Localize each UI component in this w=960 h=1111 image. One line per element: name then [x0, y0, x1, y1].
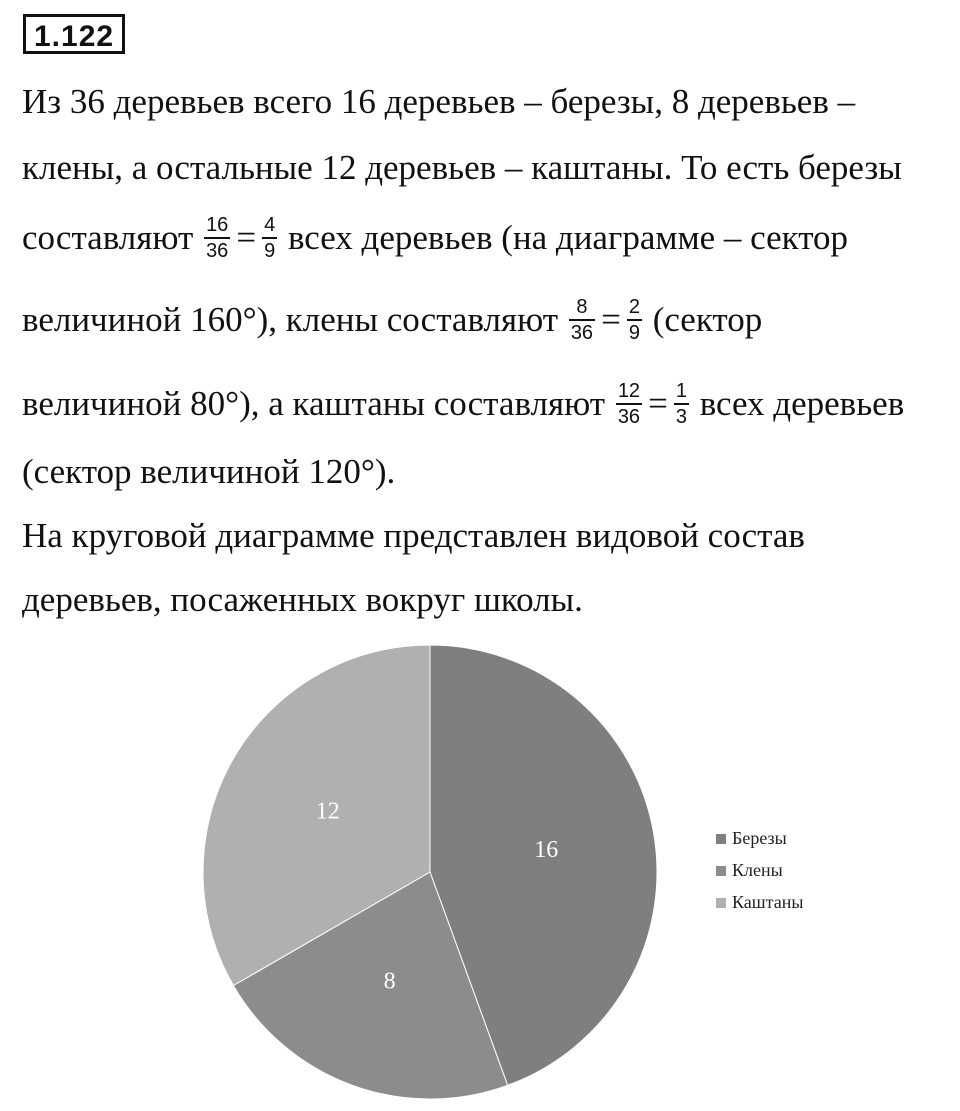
fraction-denominator: 36 [617, 406, 641, 428]
fraction-numerator: 4 [262, 213, 277, 239]
fraction-maple [569, 295, 595, 345]
text-line-5-end: всех деревьев [699, 384, 905, 424]
fraction-birch-simplified [262, 213, 277, 263]
text-line-7: На круговой диаграмме представлен видовой состав [22, 516, 805, 555]
text-line-5 [22, 382, 904, 432]
fraction-denominator: 36 [206, 240, 229, 262]
text-line-4 [22, 298, 762, 348]
pie-chart [0, 630, 960, 1111]
fraction-denominator: 3 [675, 406, 687, 428]
fraction-chestnut [616, 379, 642, 429]
fraction-numerator: 16 [204, 213, 230, 239]
slice-label-chestnut: 12 [315, 798, 340, 825]
equals-sign: = [236, 218, 257, 258]
slice-label-maple: 8 [383, 968, 396, 995]
fraction-birch [204, 213, 230, 263]
legend-swatch-birch [716, 834, 726, 844]
pie-slices [203, 645, 657, 1099]
text-line-6: (сектор величиной 120°). [22, 452, 396, 491]
problem-number: 1.122 [23, 14, 125, 54]
text-line-4-end: (сектор [652, 300, 763, 340]
equals-sign: = [601, 300, 621, 340]
text-line-8: деревьев, посаженных вокруг школы. [22, 580, 583, 619]
legend-label-maple: Клены [732, 860, 783, 880]
text-line-3-start: составляют [22, 218, 194, 258]
text-line-3-end: всех деревьев (на диаграмме – сектор [287, 218, 849, 258]
text-line-2: клены, а остальные 12 деревьев – каштаны. То есть березы [22, 148, 902, 187]
slice-label-birch: 16 [534, 837, 559, 864]
fraction-chestnut-simplified [674, 379, 689, 429]
fraction-denominator: 36 [570, 322, 594, 344]
text-line-5-start: величиной 80°), а каштаны составляют [22, 384, 606, 424]
chart-legend [716, 828, 803, 912]
text-line-3 [22, 216, 848, 266]
fraction-numerator: 2 [627, 295, 642, 321]
fraction-numerator: 8 [569, 295, 595, 321]
legend-label-chestnut: Каштаны [732, 892, 804, 912]
fraction-denominator: 9 [628, 322, 640, 344]
legend-swatch-maple [716, 866, 726, 876]
fraction-numerator: 12 [616, 379, 642, 405]
equals-sign: = [648, 384, 668, 424]
text-line-4-start: величиной 160°), клены составляют [22, 300, 559, 340]
fraction-denominator: 9 [264, 240, 276, 262]
legend-swatch-chestnut [716, 898, 726, 908]
fraction-maple-simplified [627, 295, 642, 345]
text-line-1: Из 36 деревьев всего 16 деревьев – березы, 8 деревьев – [22, 82, 856, 121]
legend-label-birch: Березы [732, 828, 787, 848]
fraction-numerator: 1 [674, 379, 689, 405]
